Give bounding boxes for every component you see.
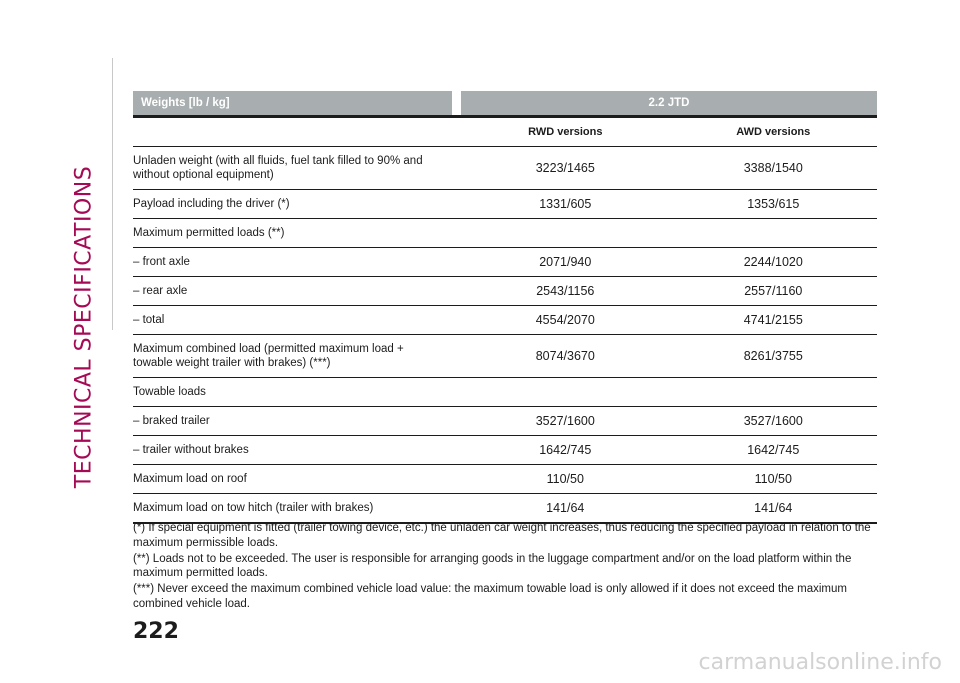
row-label: Maximum combined load (permitted maximum load + towable weight trailer with brakes) (***) <box>133 335 461 378</box>
subheader-awd: AWD versions <box>670 118 877 147</box>
section-title-text: TECHNICAL SPECIFICATIONS <box>71 165 97 489</box>
row-label: Maximum load on tow hitch (trailer with brakes) <box>133 494 461 524</box>
row-awd-value <box>670 219 877 248</box>
footnote: (**) Loads not to be exceeded. The user is responsible for arranging goods in the luggage compartment and/or on the load platform within the maximum permitted loads. <box>133 552 852 579</box>
row-awd-value: 1642/745 <box>670 436 877 465</box>
row-awd-value: 3527/1600 <box>670 407 877 436</box>
row-rwd-value: 8074/3670 <box>461 335 670 378</box>
row-label: – braked trailer <box>133 407 461 436</box>
row-rwd-value: 3527/1600 <box>461 407 670 436</box>
row-awd-value: 4741/2155 <box>670 306 877 335</box>
row-awd-value: 141/64 <box>670 494 877 524</box>
row-rwd-value: 4554/2070 <box>461 306 670 335</box>
footnote: (***) Never exceed the maximum combined vehicle load value: the maximum towable load is only allowed if it does not exceed the maximum combined vehicle load. <box>133 583 847 610</box>
row-label: Payload including the driver (*) <box>133 190 461 219</box>
weights-table <box>133 91 877 524</box>
row-awd-value: 110/50 <box>670 465 877 494</box>
table-row <box>133 407 877 436</box>
row-label: Maximum load on roof <box>133 465 461 494</box>
table-subheader-row <box>133 118 877 147</box>
table-row <box>133 494 877 524</box>
table-row <box>133 436 877 465</box>
row-awd-value <box>670 378 877 407</box>
subheader-empty <box>133 118 461 147</box>
row-label: – front axle <box>133 248 461 277</box>
header-engine: 2.2 JTD <box>461 91 877 116</box>
row-rwd-value: 3223/1465 <box>461 147 670 190</box>
subheader-rwd: RWD versions <box>461 118 670 147</box>
table-row <box>133 335 877 378</box>
row-awd-value: 1353/615 <box>670 190 877 219</box>
row-rwd-value: 1642/745 <box>461 436 670 465</box>
table-row <box>133 277 877 306</box>
table-row <box>133 465 877 494</box>
row-rwd-value: 110/50 <box>461 465 670 494</box>
footnote: (*) If special equipment is fitted (trailer towing device, etc.) the unladen car weight increases, thus reducing the specified payload in relation to the maximum permissible loads. <box>133 522 871 549</box>
table-row <box>133 306 877 335</box>
watermark: carmanualsonline.info <box>698 650 942 675</box>
header-gap <box>452 91 461 116</box>
table-row <box>133 219 877 248</box>
row-rwd-value: 141/64 <box>461 494 670 524</box>
footnotes <box>133 521 879 613</box>
row-rwd-value <box>461 219 670 248</box>
table-row <box>133 248 877 277</box>
row-label: – total <box>133 306 461 335</box>
header-weights: Weights [lb / kg] <box>133 91 452 116</box>
page-number: 222 <box>133 619 179 644</box>
table-row <box>133 147 877 190</box>
row-rwd-value: 2071/940 <box>461 248 670 277</box>
table-row <box>133 190 877 219</box>
row-awd-value: 2557/1160 <box>670 277 877 306</box>
row-rwd-value: 1331/605 <box>461 190 670 219</box>
side-divider <box>112 58 113 330</box>
row-rwd-value <box>461 378 670 407</box>
row-label: Unladen weight (with all fluids, fuel tank filled to 90% and without optional equipment) <box>133 147 461 190</box>
row-awd-value: 2244/1020 <box>670 248 877 277</box>
row-label: – trailer without brakes <box>133 436 461 465</box>
row-awd-value: 3388/1540 <box>670 147 877 190</box>
row-label: – rear axle <box>133 277 461 306</box>
row-awd-value: 8261/3755 <box>670 335 877 378</box>
table-row <box>133 378 877 407</box>
row-label: Maximum permitted loads (**) <box>133 219 461 248</box>
table-header-row <box>133 91 877 116</box>
row-rwd-value: 2543/1156 <box>461 277 670 306</box>
row-label: Towable loads <box>133 378 461 407</box>
